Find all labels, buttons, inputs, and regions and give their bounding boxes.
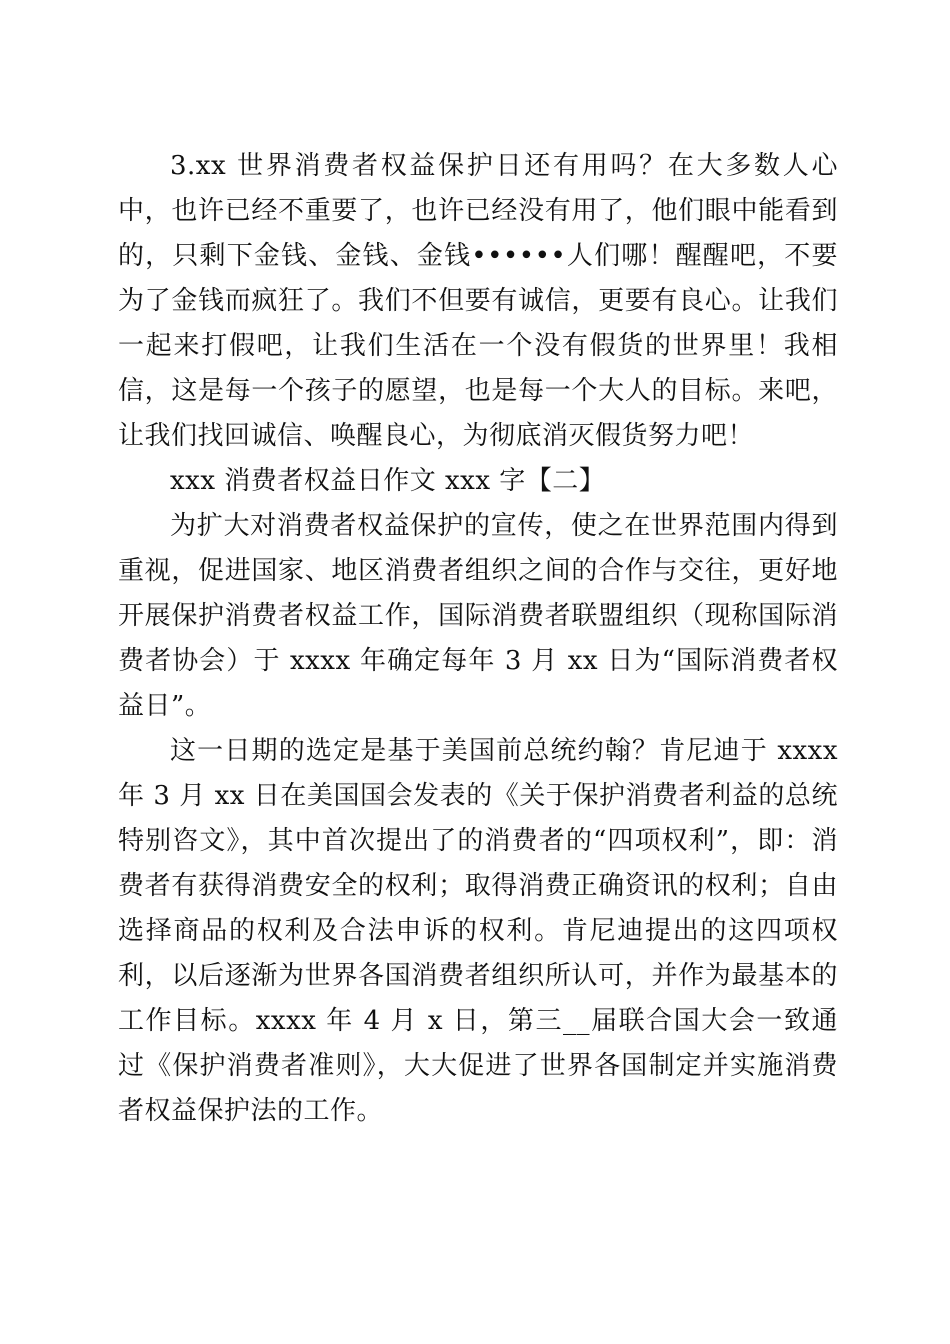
paragraph-origin-of-day: 为扩大对消费者权益保护的宣传，使之在世界范围内得到重视，促进国家、地区消费者组织之间的合作与交往，更好地开展保护消费者权益工作，国际消费者联盟组织（现称国际消费者协会）于 xxxx 年确定每年 3 月 xx 日为“国际消费者权益日”。 <box>118 511 838 721</box>
paragraph-kennedy-four-rights: 这一日期的选定是基于美国前总统约翰？肯尼迪于 xxxx 年 3 月 xx 日在美国国会发表的《关于保护消费者利益的总统特别咨文》，其中首次提出了的消费者的“四项权利”，即：消费者有获得消费安全的权利；取得消费正确资讯的权利；自由选择商品的权利及合法申诉的权利。肯尼迪提出的这四项权利，以后逐渐为世界各国消费者组织所认可，并作为最基本的工作目标。xxxx 年 4 月 x 日，第三__届联合国大会一致通过《保护消费者准则》，大大促进了世界各国制定并实施消费者权益保护法的工作。 <box>118 736 838 1126</box>
document-page <box>118 144 838 1134</box>
section-heading: xxx 消费者权益日作文 xxx 字【二】 <box>170 466 606 496</box>
paragraph-consumer-rights-day-reflection: 3.xx 世界消费者权益保护日还有用吗？在大多数人心中，也许已经不重要了，也许已经没有用了，他们眼中能看到的，只剩下金钱、金钱、金钱••••••人们哪！醒醒吧，不要为了金钱而疯狂了。我们不但要有诚信，更要有良心。让我们一起来打假吧，让我们生活在一个没有假货的世界里！我相信，这是每一个孩子的愿望，也是每一个大人的目标。来吧，让我们找回诚信、唤醒良心，为彻底消灭假货努力吧！ <box>118 151 838 451</box>
